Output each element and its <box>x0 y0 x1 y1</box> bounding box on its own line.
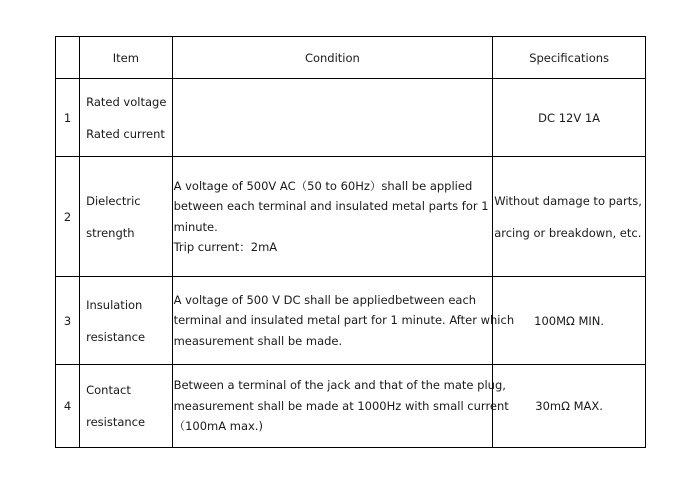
header-specifications: Specifications <box>493 37 646 79</box>
header-number-cell <box>56 37 80 79</box>
row-number: 4 <box>56 365 80 448</box>
item-line: strength <box>86 225 135 240</box>
table-row <box>56 157 646 277</box>
condition-line: A voltage of 500V AC（50 to 60Hz）shall be applied <box>173 178 473 193</box>
table-header-row <box>56 37 646 79</box>
condition-line: measurement shall be made. <box>173 333 343 348</box>
item-cell <box>80 277 172 365</box>
spec-cell: 100MΩ MIN. <box>493 277 646 365</box>
table-row <box>56 365 646 448</box>
condition-line: terminal and insulated metal part for 1 minute. After which <box>173 313 515 328</box>
item-cell <box>80 157 172 277</box>
item-cell <box>80 79 172 157</box>
item-line: Rated current <box>86 126 165 141</box>
condition-line: （100mA max.) <box>173 419 263 434</box>
item-line: Dielectric <box>86 193 141 208</box>
item-line: Rated voltage <box>86 94 167 109</box>
specification-table <box>55 36 646 448</box>
item-line: Contact <box>86 383 131 397</box>
item-line: resistance <box>86 415 146 429</box>
condition-cell <box>172 277 515 365</box>
spec-line: arcing or breakdown, etc. <box>494 225 642 240</box>
condition-line: A voltage of 500 V DC shall be appliedbetween each <box>173 292 477 307</box>
spec-cell: 30mΩ MAX. <box>493 365 646 448</box>
spec-cell: DC 12V 1A <box>493 79 646 157</box>
spec-line: Without damage to parts, <box>494 193 642 208</box>
row-number: 3 <box>56 277 80 365</box>
row-number: 1 <box>56 79 80 157</box>
header-item: Item <box>80 37 172 79</box>
table-row <box>56 277 646 365</box>
condition-line: minute. <box>173 219 218 234</box>
row-number: 2 <box>56 157 80 277</box>
condition-line: Trip current：2mA <box>173 240 278 254</box>
item-cell <box>80 365 172 448</box>
spec-cell <box>493 157 646 277</box>
condition-cell <box>172 365 509 448</box>
condition-line: between each terminal and insulated metal parts for 1 <box>173 199 489 213</box>
condition-line: measurement shall be made at 1000Hz with small current <box>173 398 509 413</box>
header-condition: Condition <box>172 37 493 79</box>
condition-line: Between a terminal of the jack and that of the mate plug, <box>173 378 506 393</box>
item-line: Insulation <box>86 297 143 312</box>
item-line: resistance <box>86 329 146 344</box>
table-row <box>56 79 646 157</box>
condition-cell <box>172 79 493 157</box>
condition-cell <box>172 157 493 277</box>
